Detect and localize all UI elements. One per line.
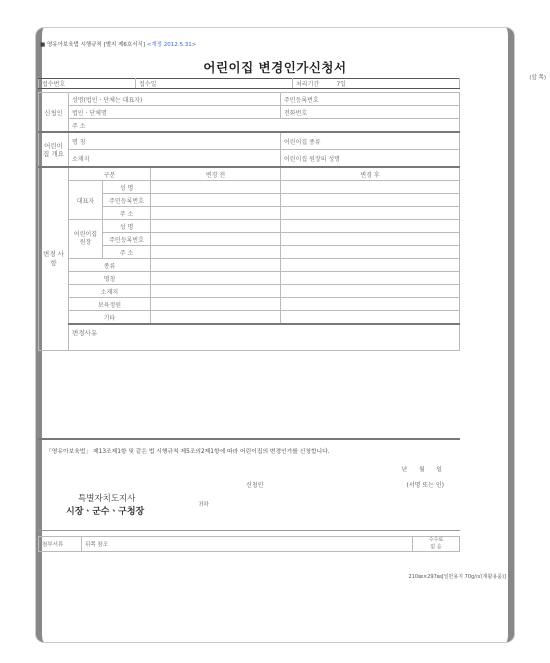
rep-name-label: 성 명	[103, 181, 151, 194]
capacity-before[interactable]	[151, 298, 281, 311]
applicant-group-label: 신청인	[39, 93, 69, 133]
kind-after[interactable]	[281, 259, 460, 272]
rep-name-after[interactable]	[281, 181, 460, 194]
fee-cell	[413, 537, 460, 552]
form-header	[40, 40, 196, 48]
date-line[interactable]	[401, 464, 442, 473]
col-after-header: 변경 후	[281, 167, 460, 181]
main-form-table	[38, 92, 460, 351]
receipt-number-label: 접수번호	[39, 79, 136, 89]
changes-group-label: 변경 사항	[39, 167, 69, 351]
fee-label: 수수료	[428, 537, 444, 543]
applicant-address-field[interactable]: 주 소	[69, 119, 460, 133]
dir-name-after[interactable]	[281, 220, 460, 233]
change-reason-field[interactable]: 변경사유	[69, 324, 460, 351]
rep-group-label: 대표자	[69, 181, 103, 220]
col-before-header: 변경 전	[151, 167, 281, 181]
capacity-after[interactable]	[281, 298, 460, 311]
daycare-type-field[interactable]: 어린이집 종류	[281, 132, 460, 150]
dir-group-label: 어린이집 원장	[69, 220, 103, 259]
attachments-content: 뒤쪽 참조	[82, 537, 413, 552]
processing-period	[293, 79, 460, 89]
kind-before[interactable]	[151, 259, 281, 272]
dir-rrn-before[interactable]	[151, 233, 281, 246]
location-after[interactable]	[281, 285, 460, 298]
dir-addr-after[interactable]	[281, 246, 460, 259]
location-before[interactable]	[151, 285, 281, 298]
name-before[interactable]	[151, 272, 281, 285]
law-reference: ■ 영유아보육법 시행규칙 [별지 제6호서식]	[40, 42, 145, 48]
dir-rrn-label: 주민등록번호	[103, 233, 151, 246]
authority-mayor: 시장ㆍ군수ㆍ구청장	[66, 507, 145, 517]
rep-rrn-after[interactable]	[281, 194, 460, 207]
overview-group-label: 어린이집 개요	[39, 132, 69, 167]
applicant-rrn-field[interactable]: 주민등록번호	[281, 93, 460, 106]
period-value: 7일	[336, 81, 346, 88]
daycare-name-field[interactable]: 명 칭	[69, 132, 281, 150]
rep-rrn-before[interactable]	[151, 194, 281, 207]
page-side-label: (앞 쪽)	[529, 75, 546, 81]
capacity-label: 보육정원	[69, 298, 151, 311]
paper-spec: 210㎜×297㎜[일반용지 70g/㎡(재활용품)]	[408, 574, 506, 580]
rep-addr-after[interactable]	[281, 207, 460, 220]
col-item-header: 구분	[69, 167, 151, 181]
applicant-phone-field[interactable]: 전화번호	[281, 106, 460, 119]
signature-field[interactable]: (서명 또는 인)	[406, 482, 444, 489]
daycare-location-field[interactable]: 소재지	[69, 150, 281, 168]
etc-before[interactable]	[151, 311, 281, 325]
request-statement: 「영유아보육법」 제13조제1항 및 같은 법 시행규칙 제5조의2제1항에 따라 어린이집의 변경인가를 신청합니다.	[46, 449, 330, 455]
year-label: 년	[401, 467, 408, 473]
kind-label: 종류	[69, 259, 151, 272]
request-section	[38, 438, 460, 531]
attachments-table	[38, 536, 460, 552]
dir-name-before[interactable]	[151, 220, 281, 233]
dir-rrn-after[interactable]	[281, 233, 460, 246]
rep-rrn-label: 주민등록번호	[103, 194, 151, 207]
dir-name-label: 성 명	[103, 220, 151, 233]
form-title: 어린이집 변경인가신청서	[203, 60, 347, 75]
rep-addr-before[interactable]	[151, 207, 281, 220]
name-after[interactable]	[281, 272, 460, 285]
applicant-name-field[interactable]: 성명(법인ㆍ단체는 대표자)	[69, 93, 281, 106]
receipt-table	[38, 78, 460, 89]
dir-addr-before[interactable]	[151, 246, 281, 259]
receipt-date-label: 접수일	[136, 79, 293, 89]
director-name-field[interactable]: 어린이집 원장의 성명	[281, 150, 460, 168]
location-label: 소재지	[69, 285, 151, 298]
period-label: 처리기간	[296, 81, 320, 88]
day-label: 일	[436, 467, 442, 473]
rep-addr-label: 주 소	[103, 207, 151, 220]
applicant-corp-field[interactable]: 법인ㆍ단체명	[69, 106, 281, 119]
authority-governor: 특별자치도지사	[78, 494, 136, 504]
name-label: 명칭	[69, 272, 151, 285]
dir-addr-label: 주 소	[103, 246, 151, 259]
etc-label: 기타	[69, 311, 151, 325]
month-label: 월	[418, 467, 425, 473]
applicant-sign-label: 신청인	[246, 482, 264, 489]
addressee-suffix: 귀하	[198, 502, 209, 508]
etc-after[interactable]	[281, 311, 460, 325]
revision-link[interactable]: <개정 2012.5.31>	[146, 42, 197, 48]
attachments-label: 첨부서류	[39, 537, 82, 552]
rep-name-before[interactable]	[151, 181, 281, 194]
fee-value: 없 음	[430, 544, 442, 550]
